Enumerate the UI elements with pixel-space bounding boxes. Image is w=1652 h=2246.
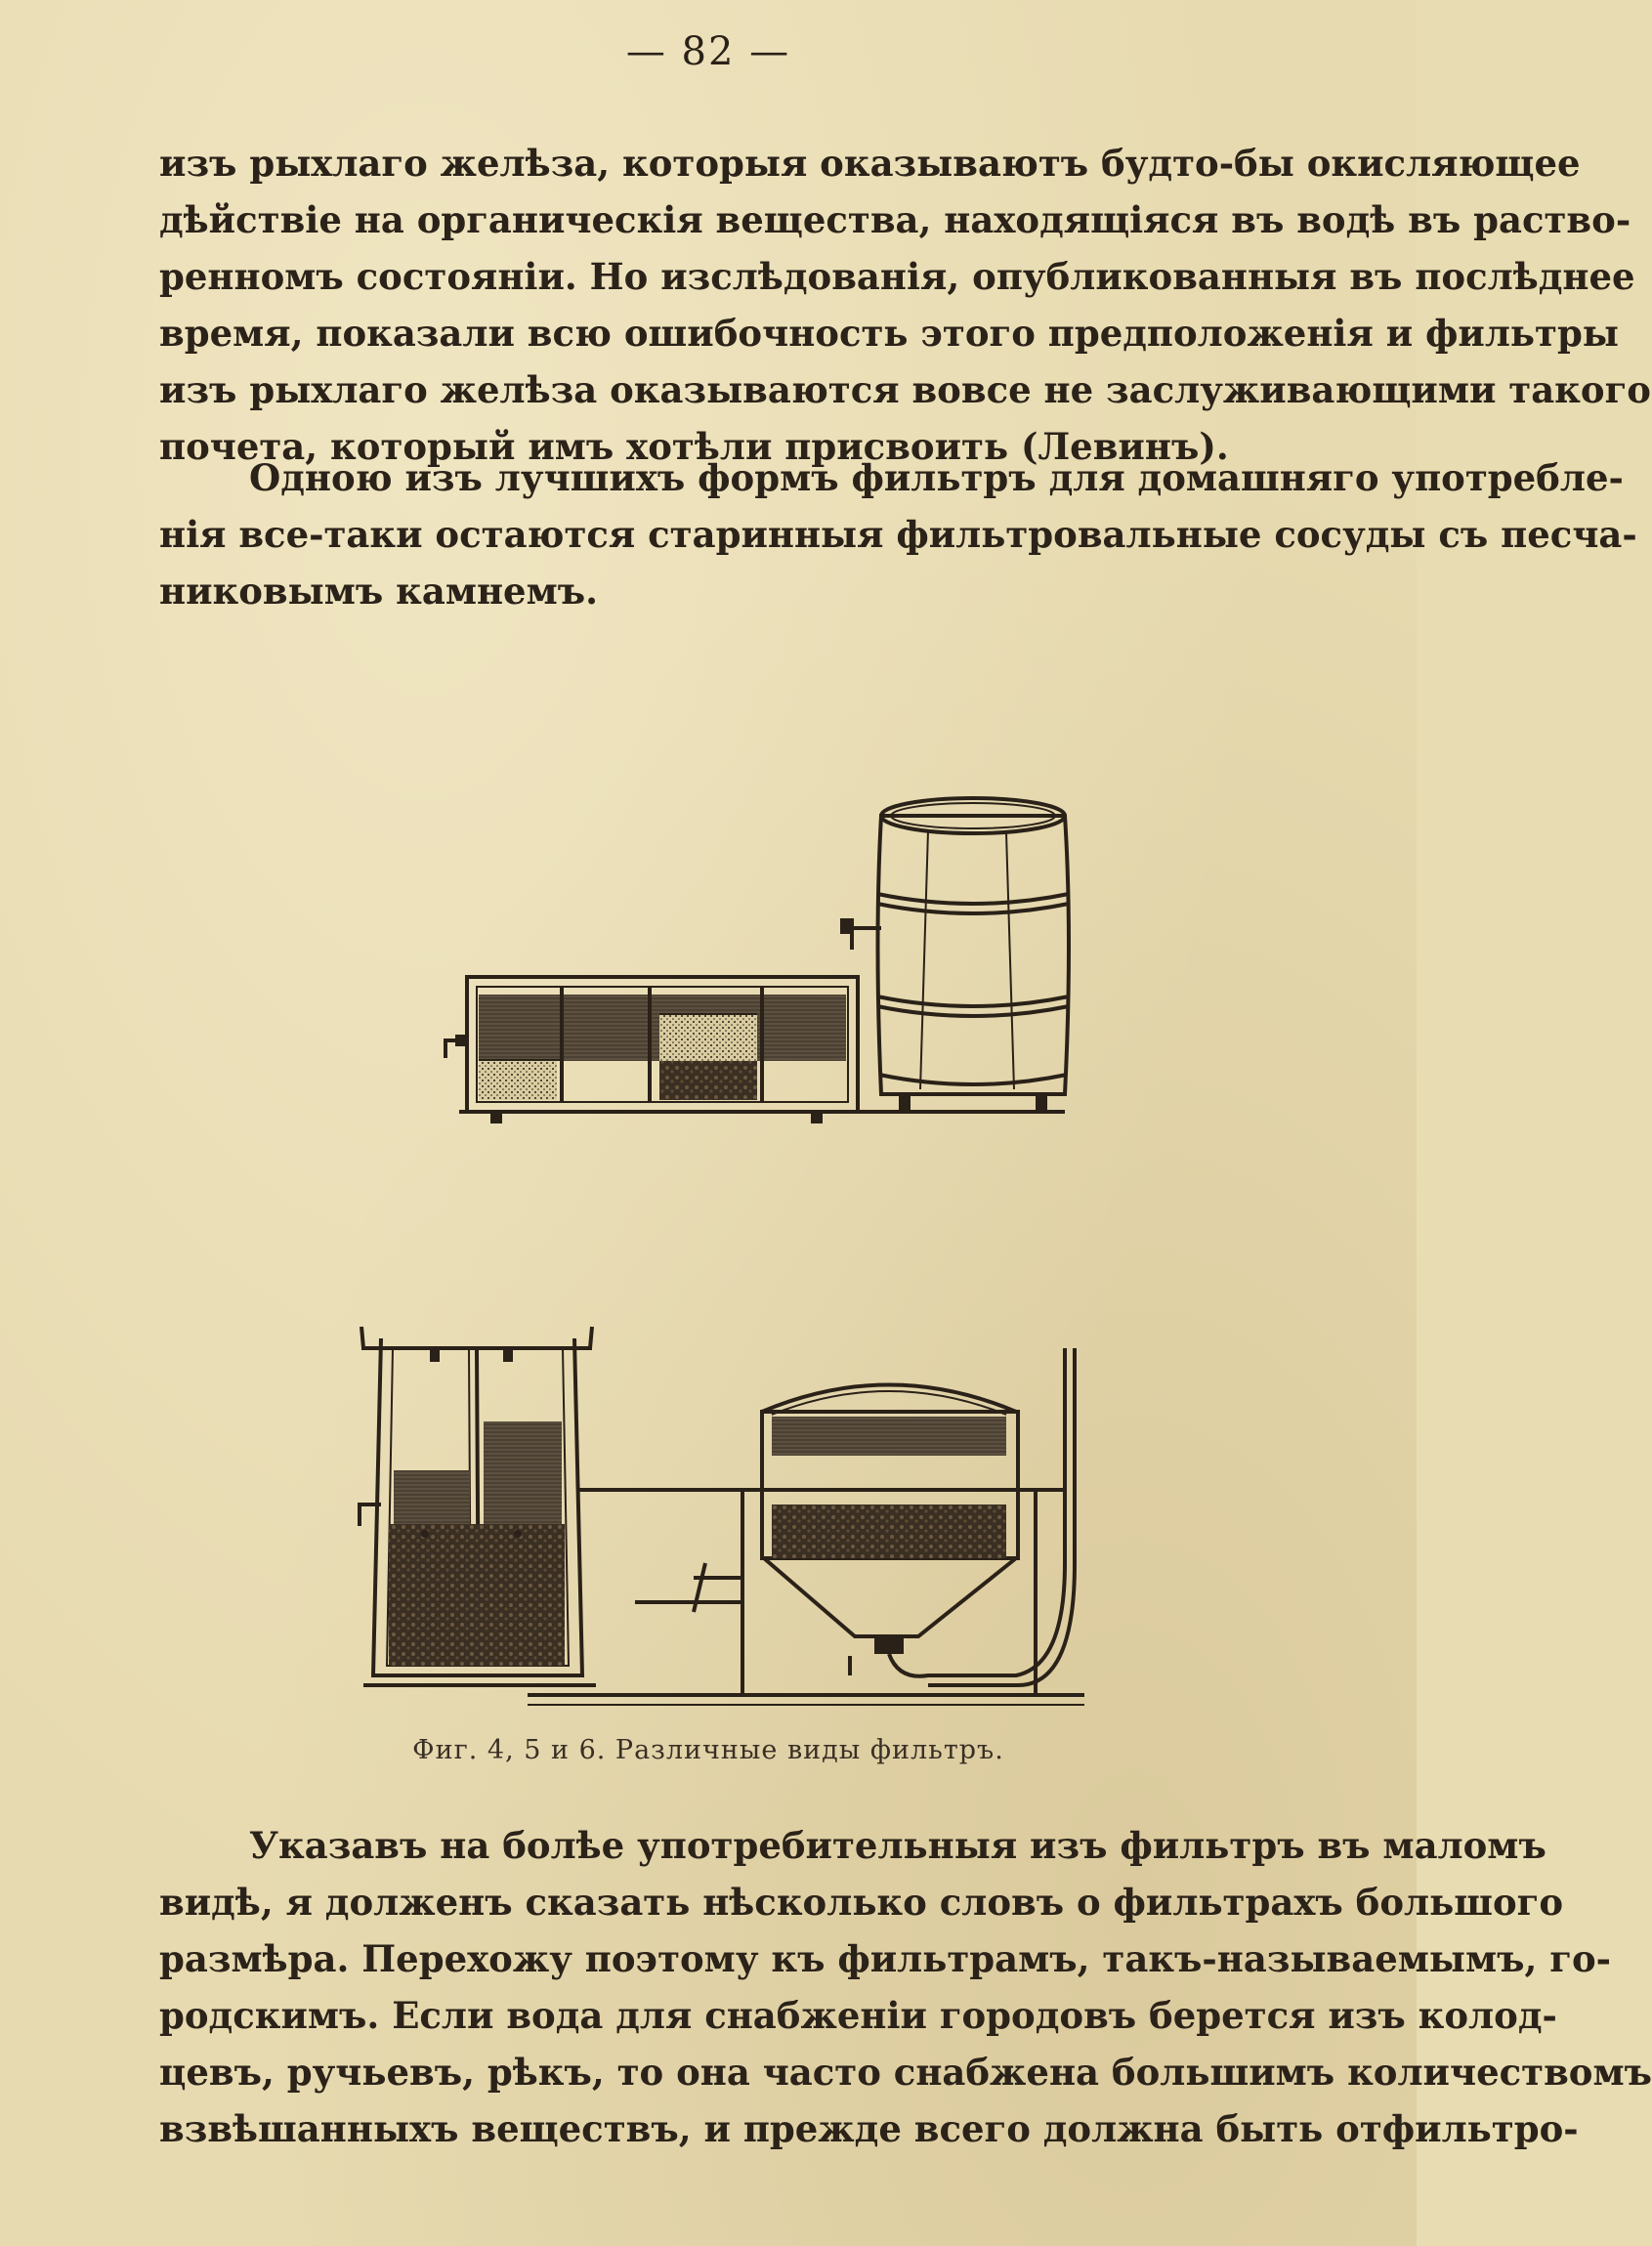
page-number: — 82 — (625, 29, 791, 74)
text-line: родскимъ. Если вода для снабженіи городовъ берется изъ колод- (159, 1994, 1557, 2037)
figure-caption: Фиг. 4, 5 и 6. Различные виды фильтръ. (412, 1735, 1004, 1765)
figure-4-trough-and-barrel (445, 798, 1069, 1123)
text-line: цевъ, ручьевъ, рѣкъ, то она часто снабжена большимъ количествомъ (159, 2051, 1652, 2094)
text-line: Одною изъ лучшихъ формъ фильтръ для домашняго употребле- (249, 456, 1624, 499)
text-line: нія все-таки остаются старинныя фильтровальные сосуды съ песча- (159, 513, 1637, 556)
text-line: дѣйствіе на органическія вещества, находящіяся въ водѣ въ раство- (159, 198, 1631, 241)
text-line: Указавъ на болѣе употребительныя изъ фильтръ въ маломъ (249, 1824, 1546, 1867)
text-line: изъ рыхлаго желѣза оказываются вовсе не заслуживающими такого (159, 368, 1651, 411)
text-line: время, показали всю ошибочность этого предположенія и фильтры (159, 312, 1619, 355)
paragraph-2 (159, 449, 1637, 619)
paragraph-1 (159, 135, 1651, 475)
figure-5-tapered-filter (360, 1327, 596, 1685)
text-line: почета, который имъ хотѣли присвоить (Левинъ). (159, 425, 1229, 468)
text-line: видѣ, я долженъ сказать нѣсколько словъ о фильтрахъ большого (159, 1881, 1564, 1924)
text-line: никовымъ камнемъ. (159, 570, 598, 613)
text-line: размѣра. Перехожу поэтому къ фильтрамъ, такъ-называемымъ, го- (159, 1937, 1611, 1980)
filter-illustrations (322, 762, 1221, 1700)
figure-6-cylinder-filter (528, 1348, 1084, 1705)
text-line: изъ рыхлаго желѣза, которыя оказываютъ будто-бы окисляющее (159, 142, 1581, 185)
paragraph-3 (159, 1817, 1652, 2157)
text-line: ренномъ состояніи. Но изслѣдованія, опубликованныя въ послѣднее (159, 255, 1635, 298)
text-line: взвѣшанныхъ веществъ, и прежде всего должна быть отфильтро- (159, 2107, 1579, 2150)
